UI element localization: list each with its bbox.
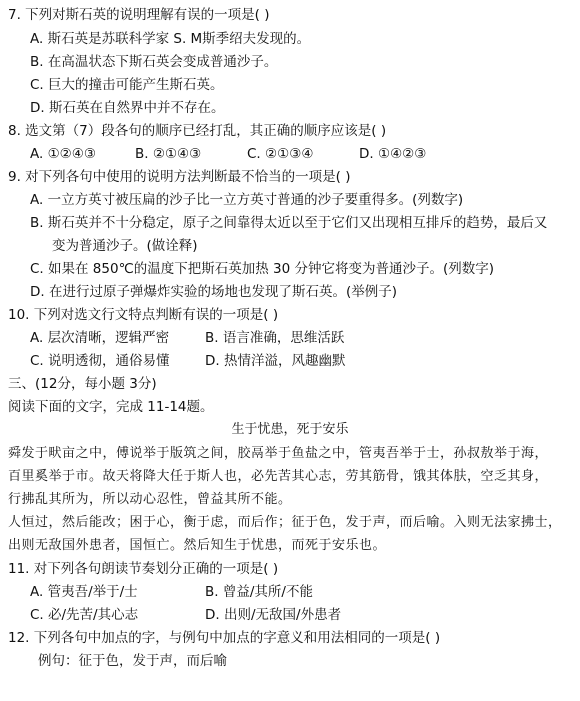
question-7-option-a: A. 斯石英是苏联科学家 S. M斯季绍夫发现的。 — [30, 31, 311, 47]
question-7-option-b: B. 在高温状态下斯石英会变成普通沙子。 — [30, 54, 278, 70]
question-10-options-row1 — [30, 327, 344, 349]
question-10-option-d: D. 热情洋溢，风趣幽默 — [205, 353, 346, 369]
question-11-options-row2 — [30, 604, 341, 626]
question-8-options — [30, 143, 426, 165]
passage-line: 人恒过，然后能改；困于心，衡于虑，而后作；征于色，发于声，而后喻。入则无法家拂士， — [8, 515, 562, 530]
passage-title: 生于忧患，死于安乐 — [231, 422, 349, 437]
question-9-option-b-line2: 变为普通沙子。(做诠释) — [52, 238, 198, 254]
section-3-instruction: 阅读下面的文字，完成 11-14题。 — [8, 399, 214, 415]
question-11-option-a: A. 管夷吾/举于/士 — [30, 584, 138, 600]
question-11-options-row1 — [30, 581, 313, 603]
question-8-option-b: B. ②①④③ — [135, 146, 202, 162]
question-11-option-d: D. 出则/无敌国/外患者 — [205, 607, 342, 623]
question-9-option-c: C. 如果在 850℃的温度下把斯石英加热 30 分钟它将变为普通沙子。(列数字) — [30, 261, 495, 277]
passage-line: 舜发于畎亩之中，傅说举于版筑之间，胶鬲举于鱼盐之中，管夷吾举于士，孙叔敖举于海， — [8, 446, 549, 461]
question-11-option-b: B. 曾益/其所/不能 — [205, 584, 313, 600]
passage-line: 行拂乱其所为，所以动心忍性，曾益其所不能。 — [8, 492, 292, 507]
question-10-option-a: A. 层次清晰，逻辑严密 — [30, 330, 170, 346]
question-7-option-d: D. 斯石英在自然界中并不存在。 — [30, 100, 225, 116]
question-11-stem: 11. 对下列各句朗读节奏划分正确的一项是( ) — [8, 561, 279, 577]
passage-line: 百里奚举于市。故天将降大任于斯人也，必先苦其心志，劳其筋骨，饿其体肤，空乏其身， — [8, 469, 549, 484]
question-10-options-row2 — [30, 350, 345, 372]
question-10-option-b: B. 语言准确，思维活跃 — [205, 330, 345, 346]
question-9-stem: 9. 对下列各句中使用的说明方法判断最不恰当的一项是( ) — [8, 169, 351, 185]
question-10-stem: 10. 下列对选文行文特点判断有误的一项是( ) — [8, 307, 279, 323]
question-12-example: 例句：征于色，发于声，而后喻 — [38, 653, 227, 669]
question-8-stem: 8. 选文第（7）段各句的顺序已经打乱，其正确的顺序应该是( ) — [8, 123, 387, 139]
question-12-stem: 12. 下列各句中加点的字，与例句中加点的字意义和用法相同的一项是( ) — [8, 630, 441, 646]
question-9-option-b-line1: B. 斯石英并不十分稳定，原子之间靠得太近以至于它们又出现相互排斥的趋势，最后又 — [30, 215, 548, 231]
question-8-option-a: A. ①②④③ — [30, 146, 96, 162]
question-9-option-d: D. 在进行过原子弹爆炸实验的场地也发现了斯石英。(举例子) — [30, 284, 398, 300]
question-10-option-c: C. 说明透彻，通俗易懂 — [30, 353, 170, 369]
question-8-option-c: C. ②①③④ — [247, 146, 314, 162]
section-3-heading: 三、(12分，每小题 3分) — [8, 376, 157, 392]
passage-line: 出则无敌国外患者，国恒亡。然后知生于忧患，而死于安乐也。 — [8, 538, 387, 553]
question-8-option-d: D. ①④②③ — [359, 146, 427, 162]
question-11-option-c: C. 必/先苦/其心志 — [30, 607, 139, 623]
question-7-option-c: C. 巨大的撞击可能产生斯石英。 — [30, 77, 224, 93]
question-9-option-a: A. 一立方英寸被压扁的沙子比一立方英寸普通的沙子要重得多。(列数字) — [30, 192, 464, 208]
question-7-stem: 7. 下列对斯石英的说明理解有误的一项是( ) — [8, 7, 270, 23]
